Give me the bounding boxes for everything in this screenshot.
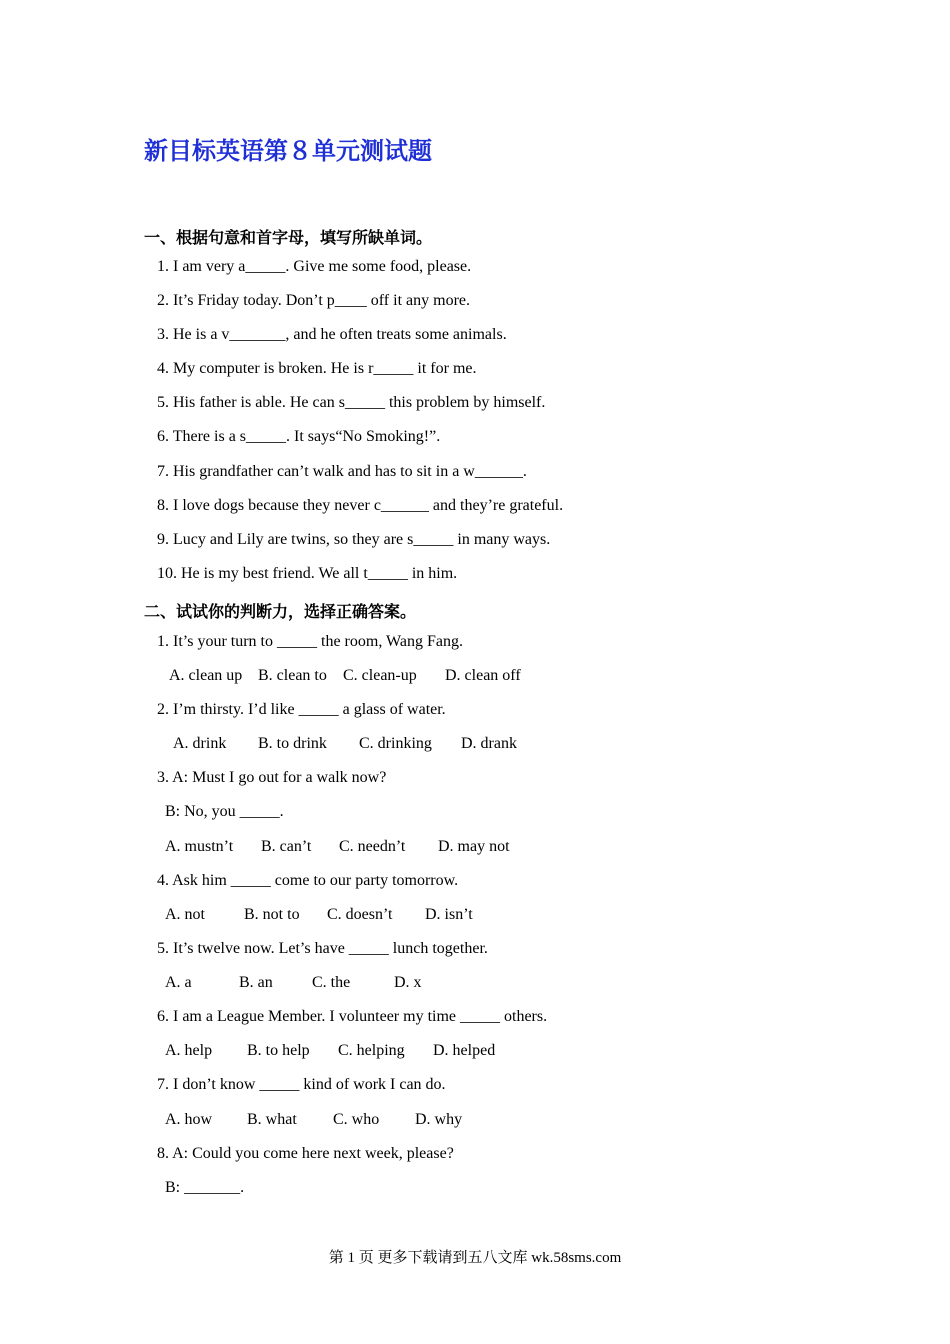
choice-q3-options (165, 838, 510, 856)
option-d: D. x (394, 974, 422, 991)
fill-item-7: 7. His grandfather can’t walk and has to sit in a w______. (157, 463, 527, 480)
fill-item-10: 10. He is my best friend. We all t_____ in him. (157, 565, 458, 582)
option-c: C. doesn’t (327, 906, 393, 923)
fill-item-5: 5. His father is able. He can s_____ this problem by himself. (157, 394, 546, 411)
choice-q1: 1. It’s your turn to _____ the room, Wang Fang. (157, 633, 463, 650)
option-c: C. needn’t (339, 838, 406, 855)
fill-item-1: 1. I am very a_____. Give me some food, please. (157, 258, 472, 275)
fill-item-9: 9. Lucy and Lily are twins, so they are s_____ in many ways. (157, 531, 551, 548)
option-a: A. help (165, 1042, 213, 1059)
fill-item-2: 2. It’s Friday today. Don’t p____ off it any more. (157, 292, 470, 309)
option-b: B. an (239, 974, 273, 991)
option-b: B. what (247, 1111, 297, 1128)
fill-item-8: 8. I love dogs because they never c______ and they’re grateful. (157, 497, 564, 514)
page-footer: 第 1 页 更多下载请到五八文库 wk.58sms.com (328, 1250, 622, 1266)
option-b: B. to help (247, 1042, 310, 1059)
fill-item-4: 4. My computer is broken. He is r_____ it for me. (157, 360, 477, 377)
choice-q8-question: 8. A: Could you come here next week, please? (157, 1145, 454, 1162)
choice-q7-options (165, 1111, 462, 1129)
choice-q3-response: B: No, you _____. (165, 803, 284, 820)
option-b: B. not to (244, 906, 300, 923)
option-a: A. drink (173, 735, 227, 752)
option-c: C. who (333, 1111, 380, 1128)
option-d: D. helped (433, 1042, 496, 1059)
choice-q7: 7. I don’t know _____ kind of work I can do. (157, 1076, 446, 1093)
fill-item-6: 6. There is a s_____. It says“No Smoking!”. (157, 428, 441, 445)
choice-q2: 2. I’m thirsty. I’d like _____ a glass of water. (157, 701, 446, 718)
option-a: A. how (165, 1111, 213, 1128)
option-a: A. a (165, 974, 192, 991)
fill-item-3: 3. He is a v_______, and he often treats some animals. (157, 326, 507, 343)
option-d: D. may not (438, 838, 510, 855)
option-a: A. not (165, 906, 205, 923)
option-d: D. isn’t (425, 906, 473, 923)
section-2-heading: 二、试试你的判断力，选择正确答案。 (144, 602, 417, 621)
option-c: C. drinking (359, 735, 432, 752)
option-c: C. the (312, 974, 351, 991)
option-a: A. mustn’t (165, 838, 234, 855)
choice-q3-question: 3. A: Must I go out for a walk now? (157, 769, 387, 786)
option-b: B. to drink (258, 735, 327, 752)
option-b: B. clean to (258, 667, 327, 684)
choice-q4: 4. Ask him _____ come to our party tomorrow. (157, 872, 459, 889)
option-d: D. drank (461, 735, 517, 752)
choice-q2-options (173, 735, 517, 753)
choice-q4-options (165, 906, 473, 924)
option-c: C. clean-up (343, 667, 417, 684)
choice-q5-options (165, 974, 422, 992)
option-d: D. clean off (445, 667, 521, 684)
choice-q6: 6. I am a League Member. I volunteer my time _____ others. (157, 1008, 548, 1025)
choice-q5: 5. It’s twelve now. Let’s have _____ lunch together. (157, 940, 488, 957)
choice-q6-options (165, 1042, 495, 1060)
choice-q1-options (169, 667, 521, 685)
choice-q8-response: B: _______. (165, 1179, 245, 1196)
option-a: A. clean up (169, 667, 243, 684)
option-c: C. helping (338, 1042, 405, 1059)
option-d: D. why (415, 1111, 463, 1128)
option-b: B. can’t (261, 838, 312, 855)
section-1-heading: 一、根据句意和首字母，填写所缺单词。 (144, 228, 433, 247)
page-title: 新目标英语第８单元测试题 (144, 136, 432, 165)
